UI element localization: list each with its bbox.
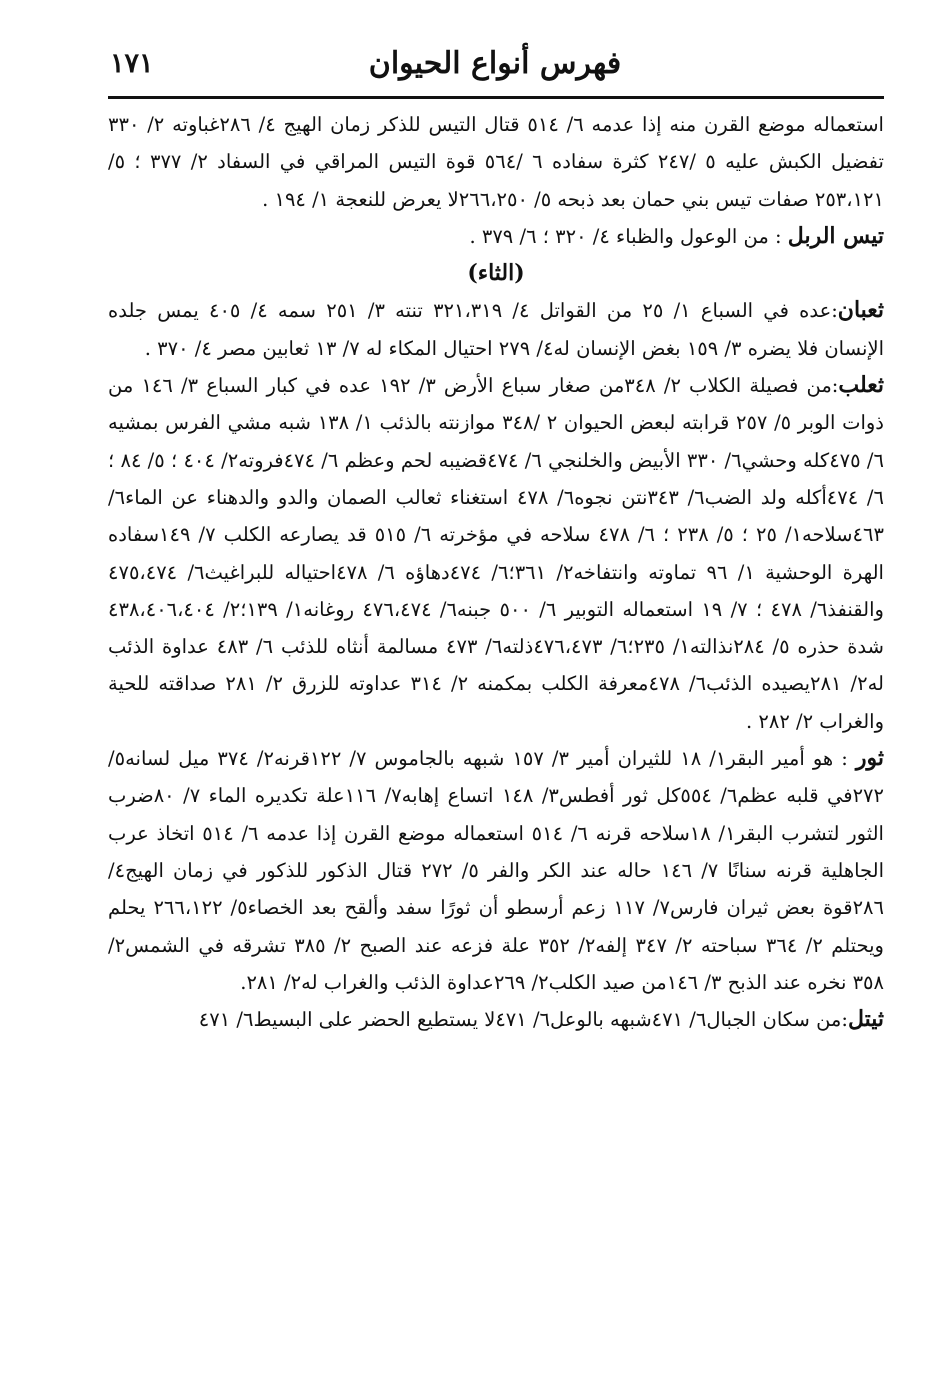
entry-text: : من الوعول والظباء ٤/ ٣٢٠ ؛ ٦/ ٣٧٩ .: [469, 224, 782, 248]
entry-term: ثور: [855, 745, 884, 772]
page-title: فهرس أنواع الحيوان: [368, 46, 622, 81]
header-rule: [108, 96, 884, 99]
entry-text: :من سكان الجبال٦/ ٤٧١شبهه بالوعل٦/ ٤٧١لا يستطيع الحضر على البسيط٦/ ٤٧١: [198, 1008, 848, 1032]
section-heading: (الثاء): [467, 260, 525, 287]
index-entry: [108, 218, 884, 255]
entry-text: : هو أمير البقر١/ ١٨ للثيران أمير ٣/ ١٥٧ شبهه بالجاموس ٧/ ١٢٢قرنه٢/ ٣٧٤ ميل لسانه٥/ ٢٧٢في قلبه عظم٦/ ٥٥٤كل ثور أفطس٣/ ١٤٨ اتساع إهابه٧/ ١١٦علة تكديره الماء ٧/ ٨٠ضرب الثور لتشرب البقر١/ ١٨سلاحه قرنه ٦/ ٥١٤ استعماله موضع القرن إذا عدمه ٦/ ٥١٤ اتخاذ عرب الجاهلية قرنه سنانًا ٧/ ١٤٦ حاله عند الكر والفر ٥/ ٢٧٢ قتال الذكور للذكور في زمان الهيج٤/ ٢٨٦قوة بعض ثيران فارس٧/ ١١٧ زعم أرسطو أن ثورًا سفد وألقح بعد الخصاء٥/ ٢٦٦،١٢٢ يحلم ويحتلم ٢/ ٣٦٤ سباحته ٢/ ٣٤٧ إلفه٢/ ٣٥٢ علة فزعه عند الصبح ٢/ ٣٨٥ تشرقه في الشمس٢/ ٣٥٨ نخره عند الذبح ٣/ ١٤٦من صيد الكلب٢/ ٢٦٩عداوة الذئب والغراب له٢/ ٢٨١.: [108, 747, 884, 994]
entry-term: ثعلب: [838, 372, 884, 399]
index-entry: [108, 106, 884, 218]
index-entry: [108, 1001, 884, 1038]
entry-text: :من فصيلة الكلاب ٢/ ٣٤٨من صغار سباع الأرض ٣/ ١٩٢ عده في كبار السباع ٣/ ١٤٦ من ذوات الوبر ٥/ ٢٥٧ قرابته لبعض الحيوان ٢ /٣٤٨ موازنته بالذئب ١/ ١٣٨ شبه مشي الفرس بمشيه ٦/ ٤٧٥كله وحشي٦/ ٣٣٠ الأبيض والخلنجي ٦/ ٤٧٤قضيبه لحم وعظم ٦/ ٤٧٤فروته٢/ ٤٠٤ ؛ ٥/ ٨٤ ؛ ٦/ ٤٧٤أكله ولد الضب٦/ ٣٤٣نتن نجوه٦/ ٤٧٨ استغناء ثعالب الصمان والدو والدهناء عن الماء٦/ ٤٦٣سلاحه١/ ٢٥ ؛ ٥/ ٢٣٨ ؛ ٦/ ٤٧٨ سلاحه في مؤخرته ٦/ ٥١٥ قد يصارعه الكلب ٧/ ١٤٩سفاده الهرة الوحشية ١/ ٩٦ تماوته وانتفاخه٢/ ٣٦١؛٦/ ٤٧٤دهاؤه ٦/ ٤٧٨احتياله للبراغيث٦/ ٤٧٥،٤٧٤ والقنفذ٦/ ٤٧٨ ؛ ٧/ ١٩ استعماله التوبير ٦/ ٥٠٠ جبنه٦/ ٤٧٦،٤٧٤ روغانه١/ ١٣٩؛٢/ ٤٣٨،٤٠٦،٤٠٤ شدة حذره ٥/ ٢٨٤نذالته١/ ٢٣٥؛٦/ ٤٧٦،٤٧٣ذلته٦/ ٤٧٣ مسالمة أنثاه للذئب ٦/ ٤٨٣ عداوة الذئب له٢/ ٢٨١يصيده الذئب٦/ ٤٧٨معرفة الكلب بمكمنه ٢/ ٣١٤ عداوته للزرق ٢/ ٢٨١ صداقته للحية والغراب ٢/ ٢٨٢ .: [108, 374, 884, 733]
index-entry: [108, 292, 884, 367]
index-entry: [108, 740, 884, 1001]
entry-text: :عده في السباع ١/ ٢٥ من القواتل ٤/ ٣٢١،٣١٩ تنته ٣/ ٢٥١ سمه ٤/ ٤٠٥ يمس جلده الإنسان فلا يضره ٣/ ١٥٩ بغض الإنسان له٤/ ٢٧٩ احتيال المكاء له ٧/ ١٣ ثعابين مصر ٤/ ٣٧٠ .: [108, 299, 884, 360]
index-entry: [108, 367, 884, 740]
running-header: [110, 40, 880, 96]
entry-term: ثيتل: [847, 1006, 884, 1033]
page-number: ١٧١: [110, 48, 154, 79]
entry-term: ثعبان: [837, 297, 885, 324]
entry-text: استعماله موضع القرن منه إذا عدمه ٦/ ٥١٤ قتال التيس للذكر زمان الهيج ٤/ ٢٨٦غباوته ٢/ ٣٣٠ تفضيل الكبش عليه ٥ /٢٤٧ كثرة سفاده ٦ /٥٦٤ قوة التيس المراقي في السفاد ٢/ ٣٧٧ ؛ ٥/ ٢٥٣،١٢١ صفات تيس بني حمان بعد ذبحه ٥/ ٢٦٦،٢٥٠لا يعرض للنعجة ١/ ١٩٤ .: [108, 113, 884, 211]
entry-term: تيس الربل: [787, 222, 884, 249]
index-body: [108, 106, 884, 1038]
